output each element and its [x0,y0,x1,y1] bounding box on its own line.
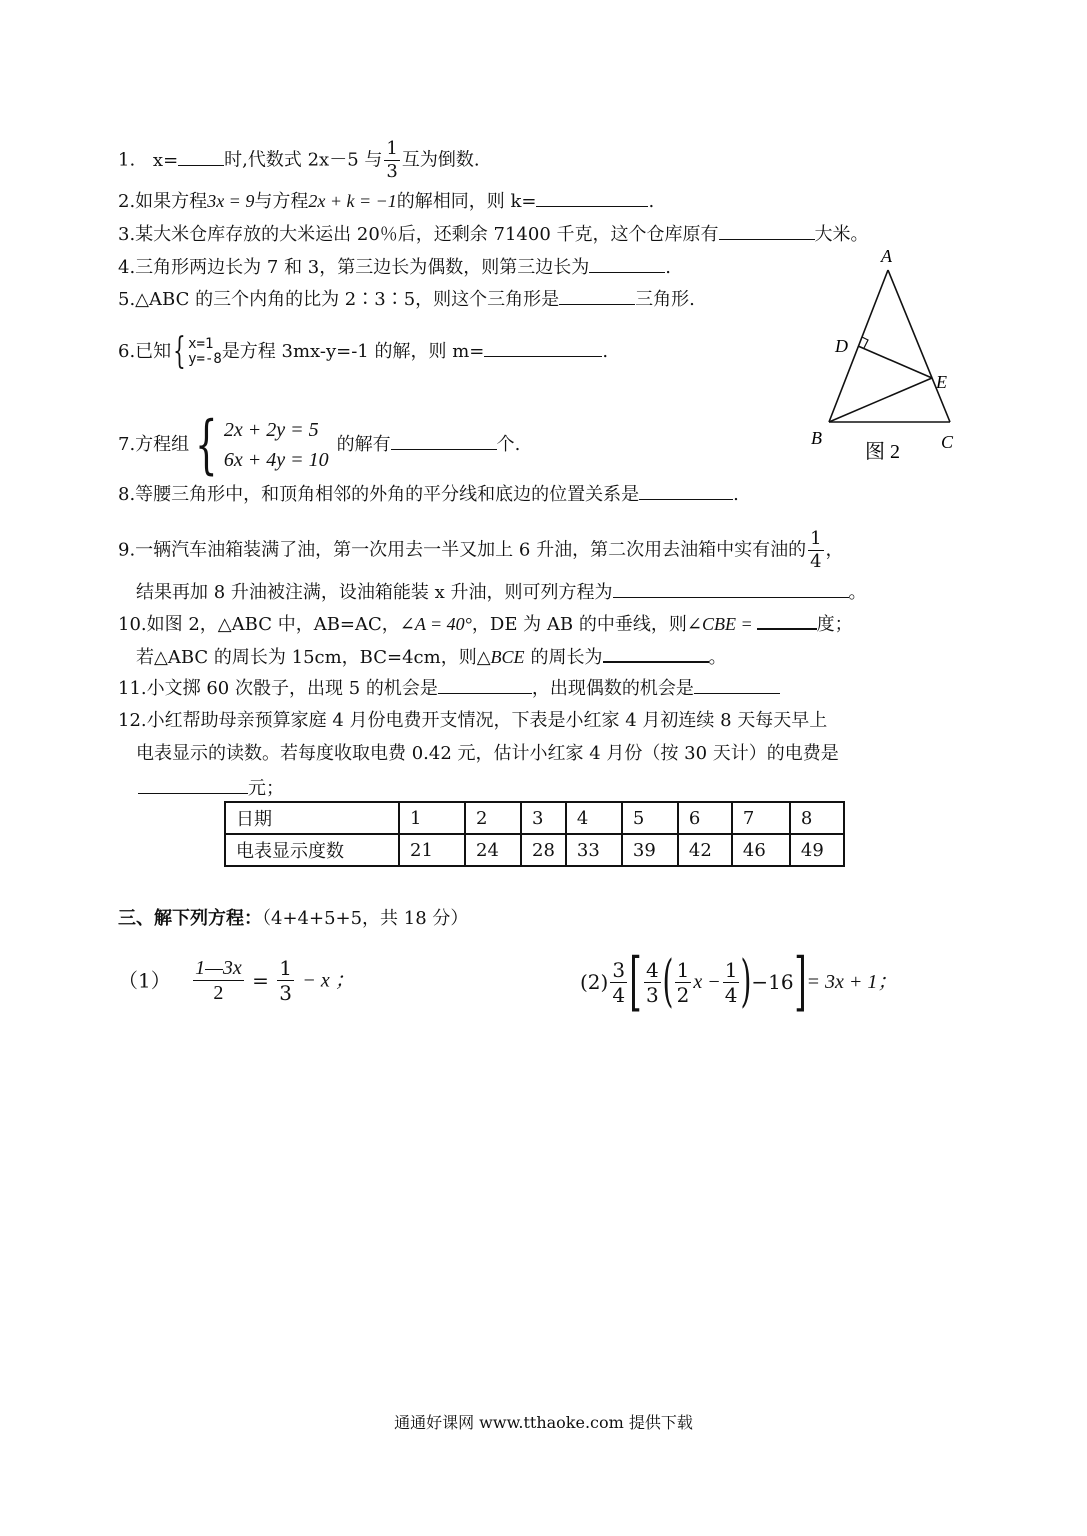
table-cell: 24 [465,834,521,866]
question-1 [118,140,480,181]
q5-answer-blank[interactable] [559,286,635,305]
question-3 [118,221,869,248]
eq2-f4-den: 4 [724,982,738,1007]
q1-text-a: x= [152,149,179,171]
q7-text-c: 个. [496,434,521,455]
q10-answer-blank-2[interactable] [603,643,709,663]
table-cell: 8 [790,802,844,834]
equation-1: （1） $\frac{1—3x}{2}$ = $\frac{1}{3}$ − x ； [118,956,355,1005]
q9-text-a: 9.一辆汽车油箱装满了油，第一次用去一半又加上 6 升油，第二次用去油箱中实有油的 [118,539,807,561]
eq2-fraction-half [675,957,692,1007]
table-cell: 日期 [225,802,399,834]
eq1-rhs-num: 1 [279,956,292,980]
table-cell: 1 [399,802,465,834]
q10-angle-a: ∠A = 40° [399,614,472,634]
q1-text-b: 时,代数式 2x－5 与 [224,149,383,171]
question-4 [118,254,671,281]
eq1-lhs-fraction [193,958,244,1003]
q7-system [224,415,329,475]
question-5 [118,286,695,313]
eq2-f3-den: 2 [676,982,690,1007]
table-cell: 6 [678,802,732,834]
table-cell: 电表显示度数 [225,834,399,866]
q1-number: 1. [118,149,136,171]
eq2-label: (2) [580,970,609,994]
table-cell: 46 [732,834,790,866]
q6-text-c: . [602,341,609,362]
q10-angle-cbe: ∠CBE = [686,614,753,634]
eq2-f4-num: 1 [724,957,738,982]
q2-equation-1: 3x = 9 [207,191,255,211]
q7-text-a: 7.方程组 [118,434,190,455]
vertex-label-e: E [936,372,947,392]
q7-system-line-1: 2x + 2y = 5 [223,419,319,441]
q1-text-c: 互为倒数. [401,149,480,171]
eq2-fraction-quarter [723,957,740,1007]
eq2-f1-num: 3 [612,957,626,982]
question-12-cont-2 [138,775,284,802]
q10-triangle-bce: BCE [490,647,525,667]
table-cell: 4 [566,802,622,834]
eq2-f3-num: 1 [676,957,690,982]
table-cell: 28 [521,834,566,866]
q10-text-e: 的周长为 [530,647,603,668]
equation-2 [580,945,898,1019]
q11-answer-blank-2[interactable] [694,675,780,694]
q1-answer-blank[interactable] [178,147,224,166]
q6-answer-blank[interactable] [484,338,602,357]
q5-text-a: 5.△ABC 的三个内角的比为 2∶3∶5，则这个三角形是 [118,289,560,310]
question-10 [118,610,853,638]
eq2-f1-den: 4 [612,982,626,1007]
q4-text-b: . [665,257,671,278]
q5-text-b: 三角形. [635,289,695,310]
section-3-heading [118,906,468,932]
q12-answer-blank[interactable] [138,775,248,794]
eq2-fraction-outer [610,957,627,1007]
vertex-label-b: B [811,428,822,448]
q8-answer-blank[interactable] [639,481,733,500]
question-2 [118,188,654,215]
q1-fraction-num: 1 [386,138,398,159]
triangle-figure [805,244,970,466]
q6-brace: { [173,331,186,372]
q8-text-b: . [733,484,739,505]
q1-fraction [384,140,399,181]
q12-text-c: 元； [248,778,284,799]
q2-answer-blank[interactable] [536,188,648,207]
eq2-f2-num: 4 [646,957,659,982]
q9-text-c: 结果再加 8 升油被注满，设油箱能装 x 升油，则可列方程为 [136,582,613,603]
figure-caption: 图 2 [865,441,900,463]
table-cell: 3 [521,802,566,834]
eq1-rhs-den: 3 [279,981,292,1005]
eq1-lhs-num: 1—3x [195,957,242,979]
vertex-label-c: C [941,432,954,452]
q2-text-c: 的解相同，则 k= [396,191,537,212]
q3-text-a: 3.某大米仓库存放的大米运出 20％后，还剩余 71400 千克，这个仓库原有 [118,224,719,245]
q6-system-line-2: y=-8 [188,351,222,367]
q10-answer-blank-1[interactable] [757,610,817,630]
vertex-label-a: A [881,246,892,266]
q2-text-d: . [648,191,655,212]
segment-be [829,378,932,422]
eq1-lhs-den: 2 [213,982,224,1004]
q11-text-a: 11.小文掷 60 次骰子，出现 5 的机会是 [118,678,438,699]
q6-text-a: 6.已知 [118,341,172,362]
question-9 [118,530,844,571]
q2-equation-2: 2x + k = −1 [308,191,397,211]
q7-text-b: 的解有 [336,434,391,455]
q7-brace: { [195,408,218,482]
q7-answer-blank[interactable] [391,431,497,450]
question-12 [118,708,827,734]
section-3-title: 三、解下列方程： [118,908,262,929]
q4-text-a: 4.三角形两边长为 7 和 3，第三边长为偶数，则第三边长为 [118,257,590,278]
table-cell: 5 [622,802,678,834]
q9-fraction-num: 1 [810,528,822,549]
meter-reading-table [224,801,845,867]
question-6 [118,331,609,372]
q8-text-a: 8.等腰三角形中，和顶角相邻的外角的平分线和底边的位置关系是 [118,484,640,505]
q10-text-a: 10.如图 2，△ABC 中，AB=AC， [118,614,400,635]
eq2-left-paren: ( [662,949,674,1014]
eq2-rhs: = 3x + 1； [806,971,898,993]
q2-text-b: 与方程 [254,191,309,212]
right-angle-mark [862,337,868,348]
q9-text-b: ， [825,539,844,561]
table-cell: 2 [465,802,521,834]
q12-text-a: 12.小红帮助母亲预算家庭 4 月份电费开支情况，下表是小红家 4 月初连续 8 天每天早上 [118,710,828,731]
question-8 [118,481,739,508]
section-3-points: （4+4+5+5，共 18 分） [262,908,469,929]
eq2-right-paren: ) [740,949,752,1014]
q6-system [188,337,222,367]
q3-answer-blank[interactable] [719,221,815,240]
q9-answer-blank[interactable] [613,579,849,598]
eq2-mid: x − [693,971,721,993]
table-cell: 7 [732,802,790,834]
q7-system-line-2: 6x + 4y = 10 [223,449,329,471]
q11-answer-blank-1[interactable] [438,675,532,694]
q10-text-d: 若△ABC 的周长为 15cm，BC=4cm，则△ [136,647,491,668]
vertex-label-d: D [835,336,848,356]
table-cell: 39 [622,834,678,866]
q6-text-b: 是方程 3mx-y=-1 的解，则 m= [221,341,485,362]
q4-answer-blank[interactable] [589,254,665,273]
eq2-f2-den: 3 [646,982,659,1007]
table-cell: 33 [566,834,622,866]
eq1-label: （1） [118,968,171,993]
table-row [225,802,844,834]
q6-system-line-1: x=1 [188,336,214,352]
question-11 [118,675,780,702]
q10-text-b: ，DE 为 AB 的中垂线，则 [471,614,687,635]
eq2-right-bracket: ] [793,945,807,1019]
eq1-tail: − x ； [302,969,355,992]
eq1-rhs-fraction [277,958,294,1003]
eq2-left-bracket: [ [629,945,642,1019]
question-9-cont [136,579,867,606]
question-10-cont [136,643,727,671]
table-row [225,834,844,866]
table-cell: 42 [678,834,732,866]
q9-fraction-den: 4 [810,551,822,572]
table-cell: 21 [399,834,465,866]
q10-text-c: 度； [816,614,853,635]
q10-text-f: 。 [708,647,727,668]
q9-fraction [808,530,823,571]
eq2-minus-16: −16 [751,970,794,994]
side-ac [888,270,950,422]
table-cell: 49 [790,834,844,866]
q9-text-d: 。 [848,582,867,603]
eq2-fraction-inner [644,957,661,1007]
q1-fraction-den: 3 [386,161,398,182]
page-footer: 通通好课网 www.tthaoke.com 提供下载 [394,1413,693,1432]
q3-text-b: 大米。 [814,224,869,245]
question-12-cont [136,741,839,767]
q11-text-b: ，出现偶数的机会是 [531,678,694,699]
question-7 [118,408,521,482]
q2-text-a: 2.如果方程 [118,191,208,212]
q12-text-b: 电表显示的读数。若每度收取电费 0.42 元，估计小红家 4 月份（按 30 天计）的电费是 [136,743,839,764]
